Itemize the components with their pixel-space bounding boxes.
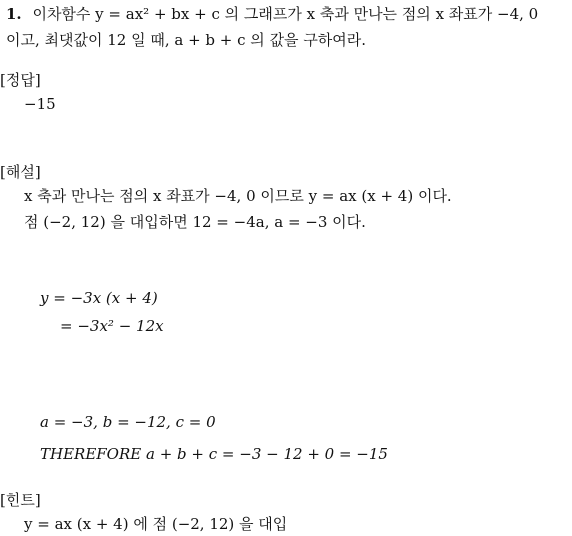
- answer-heading: [정답]: [0, 71, 41, 89]
- equation-1: y = −3x (x + 4): [40, 289, 158, 307]
- equation-2: = −3x² − 12x: [60, 317, 164, 335]
- explanation-heading: [해설]: [0, 163, 41, 181]
- equation-4: THEREFORE a + b + c = −3 − 12 + 0 = −15: [40, 445, 388, 463]
- problem-line-2: 이고, 최댓값이 12 일 때, a + b + c 의 값을 구하여라.: [6, 31, 367, 49]
- problem-line-1: 이차함수 y = ax² + bx + c 의 그래프가 x 축과 만나는 점의 x 좌표가 −4, 0: [32, 5, 539, 23]
- equation-3: a = −3, b = −12, c = 0: [40, 413, 216, 431]
- hint-line-1: y = ax (x + 4) 에 점 (−2, 12) 을 대입: [24, 515, 288, 533]
- answer-value: −15: [24, 95, 56, 113]
- hint-heading: [힌트]: [0, 491, 41, 509]
- explanation-line-1: x 축과 만나는 점의 x 좌표가 −4, 0 이므로 y = ax (x + 4) 이다.: [24, 187, 452, 205]
- problem-number: 1.: [6, 5, 22, 23]
- explanation-line-2: 점 (−2, 12) 을 대입하면 12 = −4a, a = −3 이다.: [24, 213, 366, 231]
